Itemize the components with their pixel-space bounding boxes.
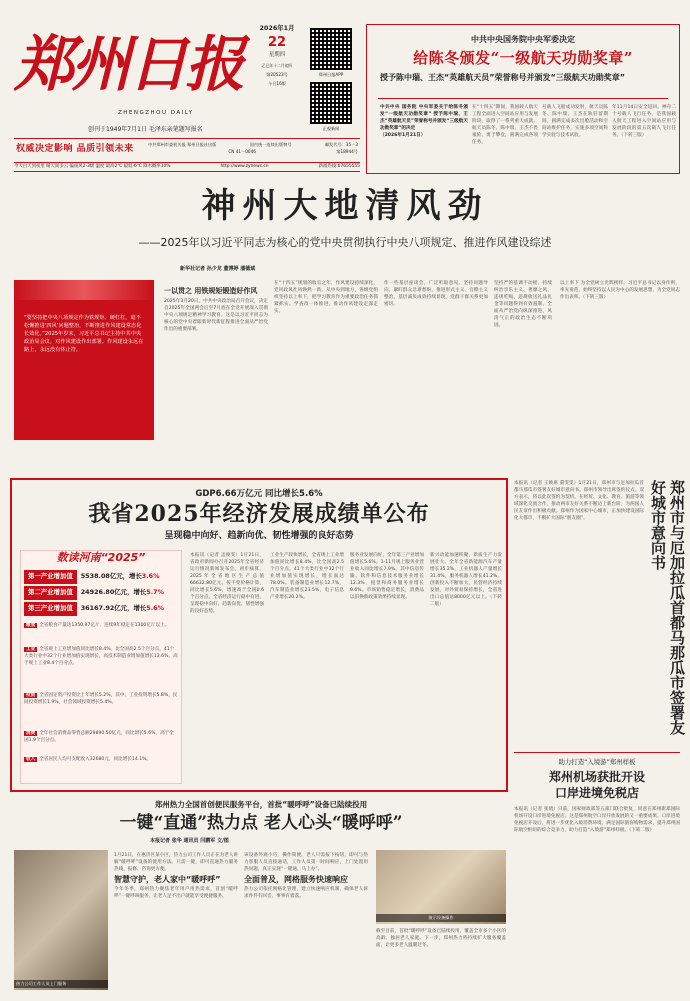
heating-col bbox=[114, 852, 238, 994]
infographic-title: 数读河南“2025” bbox=[56, 551, 146, 564]
slogan: 权威决定影响 品质引领未来 bbox=[16, 144, 134, 154]
masthead-logo: 郑州日报 bbox=[14, 30, 242, 100]
honor-col: 年11月14日安全返回。神舟二十号载人飞行任务，是我国载人航天工程进入空间站应用与发展阶段的第五次载人飞行任务。（下转三版） bbox=[612, 105, 676, 138]
qr-label: 郑州日报APP bbox=[318, 72, 344, 77]
honor-col: 号载人飞船成功发射，航天员陈冬、陈中瑞、王杰在轨驻留期间，圆满完成多次出舱活动和空间站维护任务，实施多项空间科学实验与技术试验。 bbox=[542, 105, 608, 138]
stat-bullet bbox=[24, 730, 178, 752]
heating-col: 截至目前，首批“暖呼呼”设备已陆续投用，覆盖全市多个小区的高龄、独居老人家庭。下一步，郑州热力将持续扩大服务覆盖面，让更多老人温暖过冬。 bbox=[376, 929, 506, 948]
feature-col: 坚持严的基调不动摇，持续纠治享乐主义、奢靡之风，违规吃喝、违规收送礼品礼金等问题得到有效遏制，全面从严治党向纵深推进，风清气正的政治生态不断巩固。 bbox=[494, 281, 552, 328]
date-year-month: 2026年1月 bbox=[259, 24, 295, 32]
feature-byline: 新华社记者 孙少龙 董博婷 潘德斌 bbox=[180, 266, 256, 272]
date-weekday: 星期四 bbox=[268, 52, 286, 59]
stat-pct: 5.7% bbox=[146, 588, 164, 597]
friendship-body: 本报讯（记者 王映席 董雯雯）1月21日，郑州市与厄加拉瓜首都马那瓜市签署友好城市意向书。郑州市领导出席签约仪式。双方表示，将以此次签约为契机，在经贸、文化、教育、旅游等领域深化交流合作，推动两市友好关系不断迈上新台阶，为两国人民友谊作出积极贡献。郑州作为国家中心城市，正加快建设国际化大都市，不断扩大国际“朋友圈”。 bbox=[514, 481, 644, 521]
bullet-text: 全省粮食产量达1350.97亿斤，连续9年稳定在1300亿斤以上。 bbox=[39, 623, 170, 628]
heating-col bbox=[244, 852, 368, 994]
bullet-label: 消费 bbox=[26, 731, 36, 736]
feature-col: 作一些基层座谈会，广泛听取意见。坚持问题导向，紧盯群众急难愁盼，推进形式主义、官僚主义整治，基层减负成效持续显现，党群干群关系更加密切。 bbox=[384, 281, 488, 307]
cn-code: CN 41－0046 bbox=[228, 149, 256, 154]
heating-text: 1月21日，在惠济区某小区，热力公司工作人员正在为老人讲解“暖呼呼”设备的使用方法。只需一键，即可直通热力服务热线，报修、咨询更方便。 bbox=[114, 853, 238, 872]
bullet-text: 全省居民人均可支配收入32680元，同比增长14.1%。 bbox=[39, 757, 152, 762]
feature-col: 2025年3月20日，中共中央政治局召开会议，决定自2025年全国两会后至7月底在全党开展深入贯彻中央八项规定精神学习教育。这是以习近平同志为核心的党中央着眼新时代新征程推进全面从严治党作出的重要部署。 bbox=[164, 299, 268, 332]
honor-kicker: 中共中央国务院中央军委决定 bbox=[471, 35, 575, 44]
sequence-no: 第18944号 bbox=[336, 149, 358, 154]
feature-col: 以上率下 为全党树立光辉榜样。习近平总书记以身作则、率先垂范，始终坚持以人民为中心的发展思想，为全党同志作出表率。（下转三版） bbox=[560, 281, 680, 300]
date-day: 22 bbox=[267, 35, 287, 51]
honor-divider bbox=[378, 98, 668, 99]
publisher: 中共郑州市委机关报 郑州日报社出版 bbox=[148, 142, 217, 147]
economy-kicker: GDP6.66万亿元 同比增长5.6% bbox=[195, 489, 323, 499]
heating-subhead: 全面普及，网格服务快速响应 bbox=[244, 875, 348, 884]
honor-lead-date: （2026年1月21日） bbox=[380, 133, 426, 138]
masthead-founded: 创刊于1949年7月1日 毛泽东亲笔题写报名 bbox=[88, 126, 203, 133]
masthead-divider bbox=[14, 138, 360, 139]
bullet-text: 全年社会消费品零售总额29890.50亿元，同比增长5.6%，高于全国1.9个百分点。 bbox=[24, 731, 174, 743]
economy-headline: 我省2025年经济发展成绩单公布 bbox=[88, 501, 430, 527]
stat-label: 第一产业增加值 bbox=[24, 570, 77, 584]
bullet-label: 粮食 bbox=[26, 623, 36, 628]
stat-bullet bbox=[24, 622, 178, 642]
heating-kicker: 郑州热力全国首创便民服务平台，首批“暖呼呼”设备已陆续投用 bbox=[154, 800, 368, 809]
economy-col: 新兴动能加速积聚，新质生产力发展壮大。全年全省新能源汽车产量增长35.2%，工业机器人产量增长31.4%，服务机器人增长41.2%。创新投入不断加大，民营经济持续发展，对外贸易保持增长，全省进出口总值达8000亿元以上。（下转二版） bbox=[430, 553, 502, 607]
bullet-text: 全省规上工业增加值同比增长8.4%。比全国高2.5个百分点，41个大类行业中32个行业增加值实现增长，高技术制造业增加值增长13.6%，高于规上工业8.4个百分点。 bbox=[24, 647, 178, 666]
honor-subhead: 授予陈中瑞、王杰“英雄航天员”荣誉称号并颁发“三级航天功勋奖章” bbox=[380, 73, 626, 82]
qr-code[interactable] bbox=[310, 82, 352, 124]
photo-caption: 演示设备操作 bbox=[376, 914, 506, 922]
honor-lead bbox=[380, 104, 468, 168]
heating-text: 该设备外观小巧，操作简便，老人只需按下按钮，即可与热力客服人员直接通话，工作人员第一时间响应，上门处置用热问题，真正实现“一键通、马上办”。 bbox=[244, 853, 368, 872]
airport-headline: 口岸进境免税店 bbox=[554, 786, 639, 800]
bullet-label: 收入 bbox=[26, 757, 36, 762]
weather-bar bbox=[14, 162, 360, 172]
stat-bullet bbox=[24, 756, 178, 778]
stat-bullet bbox=[24, 646, 178, 688]
issue-number: 第20523号 bbox=[266, 71, 288, 77]
feature-sidebar: “要坚持把中央八项规定作为铁规矩、硬杠杠，毫不松懈推进‘四风’问题整治，不断推进作风建设常态化长效化。”2025年岁末，习近平总书记主持中共中央政治局会议，对作风建设作出部署。作风建设永远在路上，永远没有休止符。 bbox=[14, 300, 154, 440]
airport-body: 本报讯（记者 张倩）日前，国家财政部等五部门联合批复，同意在郑州新郑国际机场开设口岸进境免税店。这是郑州航空口岸开放发展的又一重要成果。口岸进境免税店开设后，将进一步优化入境消费环境，满足国际旅客购物需求，提升郑州国际航空枢纽的综合竞争力，助力打造“入境游”郑州样板。（下转二版） bbox=[514, 807, 680, 833]
feature-subhead: ——2025年以习近平同志为核心的党中央贯彻执行中央八项规定、推进作风建设综述 bbox=[138, 236, 552, 249]
publisher-info bbox=[148, 141, 358, 155]
economy-subhead: 呈现稳中向好、趋新向优、韧性增强的良好态势 bbox=[164, 531, 354, 541]
economy-col: 本报讯（记者 孟俊雯）1月21日，省政府新闻办召开2025年全省经济运行情况新闻发布会。初步核算，2025年全省地区生产总值66632.80亿元，按不变价格计算，同比增长5.6%，增速高于全国0.6个百分点。全省经济运行稳中有进，呈现稳中向好、趋新向优、韧性增强的良好态势。 bbox=[190, 553, 264, 614]
date-lunar: 乙巳年十二月初四 bbox=[261, 63, 293, 69]
honor-col: 在“十四五”期间，我国载人航天工程全面进入空间站应用与发展阶段，取得了一系列重大成就。航天员陈冬、陈中瑞、王杰不畏艰险、勇于攀登，圆满完成各项任务。 bbox=[472, 105, 538, 145]
heating-photo bbox=[376, 850, 506, 924]
heating-photo bbox=[14, 850, 108, 990]
honor-headline: 给陈冬颁发“一级航天功勋奖章” bbox=[413, 49, 633, 67]
qr-label: 正观新闻 bbox=[322, 126, 340, 131]
heating-headline: 一键“直通”热力点 老人心头“暖呼呼” bbox=[119, 813, 403, 833]
stat-pct: 5.6% bbox=[146, 604, 164, 613]
serial-code: 国内统一连续出版物号 bbox=[249, 142, 292, 147]
bullet-label: 工业 bbox=[26, 647, 36, 652]
heating-text: 热力公司依托网格化管理，建立快速响应机制，确保老人诉求件件有回音、事事有着落。 bbox=[244, 887, 368, 899]
postal-code: 邮发代号：35－3 bbox=[324, 142, 358, 147]
masthead-english: ZHENGZHOU DAILY bbox=[118, 110, 194, 116]
bullet-label: 投资 bbox=[26, 693, 36, 698]
stat-label: 第二产业增加值 bbox=[24, 586, 77, 600]
airport-kicker: 助力打造“入境游”郑州样板 bbox=[558, 758, 636, 766]
photo-caption: 热力公司工作人员上门服务 bbox=[14, 980, 108, 988]
airport-headline: 郑州机场获批开设 bbox=[548, 770, 645, 784]
stat-row bbox=[24, 586, 178, 600]
stat-row bbox=[24, 570, 178, 584]
feature-section-title: 一以贯之 用铁规矩锻造好作风 bbox=[164, 287, 258, 295]
honor-lead-text: 中共中央 国务院 中央军委关于给陈冬颁发“一级航天功勋奖章” 授予陈中瑞、王杰“英雄航天员”荣誉称号并颁发“三级航天功勋奖章”的决定 bbox=[380, 105, 468, 131]
friendship-headline: 郑州市与厄加拉瓜首都马那瓜市签署友好城市意向书 bbox=[649, 480, 686, 735]
date-block bbox=[252, 24, 302, 87]
stat-value: 24926.80亿元，增长 bbox=[80, 588, 147, 597]
stat-pct: 3.6% bbox=[141, 572, 160, 581]
news-hotline: 新闻热线:67655555 bbox=[318, 164, 360, 169]
stat-value: 36167.92亿元，增长 bbox=[80, 604, 147, 613]
feature-headline: 神州大地清风劲 bbox=[201, 186, 489, 226]
heating-byline: 本报记者 张华 通讯员 闫鹏军 文/图 bbox=[150, 838, 229, 844]
stat-label: 第三产业增加值 bbox=[24, 602, 77, 616]
economy-col: 服务业发展向好，全年第三产业增加值增长5.6%。1-11月规上服务业营业收入同比增长7.9%。其中信息传输、软件和信息技术服务业增长12.3%，租赁和商务服务业增长9.6%。市场销售稳定增长，消费品以旧换新政策效果持续显现。 bbox=[350, 553, 424, 600]
economy-col: 工业生产较快增长，全省规上工业增加值同比增长8.4%，比全国高2.5个百分点。41个大类行业中32个行业增加值实现增长，增长面达78.0%。装备制造业增长12.7%，汽车制造业增长23.5%，电子信息产业增长20.2%。 bbox=[270, 553, 344, 600]
feature-col: 在“十四五”规划的收官之年，作风建设持续深化，党风政风社风焕然一新。从中央到地方，各级党组织坚持以上率下，把学习教育作为重要政治任务抓紧抓实。学查改一体推进，推动作风建设走深走实。 bbox=[274, 281, 378, 314]
feature-photo bbox=[14, 280, 154, 300]
qr-code[interactable] bbox=[310, 28, 352, 70]
airport-divider bbox=[514, 752, 680, 753]
edition-count: 今日16版 bbox=[268, 80, 286, 86]
weather-forecast: 今天白天到夜里 晴天间多云 偏南风2-3级 温度 最高2℃ 最低-6℃ 降水概率10% bbox=[14, 164, 171, 169]
heating-text: 今年冬季，郑州热力聚焦老年用户用热需求，首创“暖呼呼”一键呼叫服务，让老人足不出户就能享受便捷服务。 bbox=[114, 887, 238, 899]
stat-value: 5538.08亿元，增长 bbox=[80, 572, 142, 581]
bullet-text: 全省固定资产投资比上年增长5.2%，其中，工业投资增长5.8%，民间投资增长1.9%，社会领域投资增长5.4%。 bbox=[24, 693, 178, 705]
stat-row bbox=[24, 602, 178, 616]
website-link[interactable]: http://www.zynews.cn bbox=[220, 164, 269, 169]
heating-subhead: 智慧守护，老人家中“暖呼呼” bbox=[114, 875, 221, 884]
stat-bullet bbox=[24, 692, 178, 726]
